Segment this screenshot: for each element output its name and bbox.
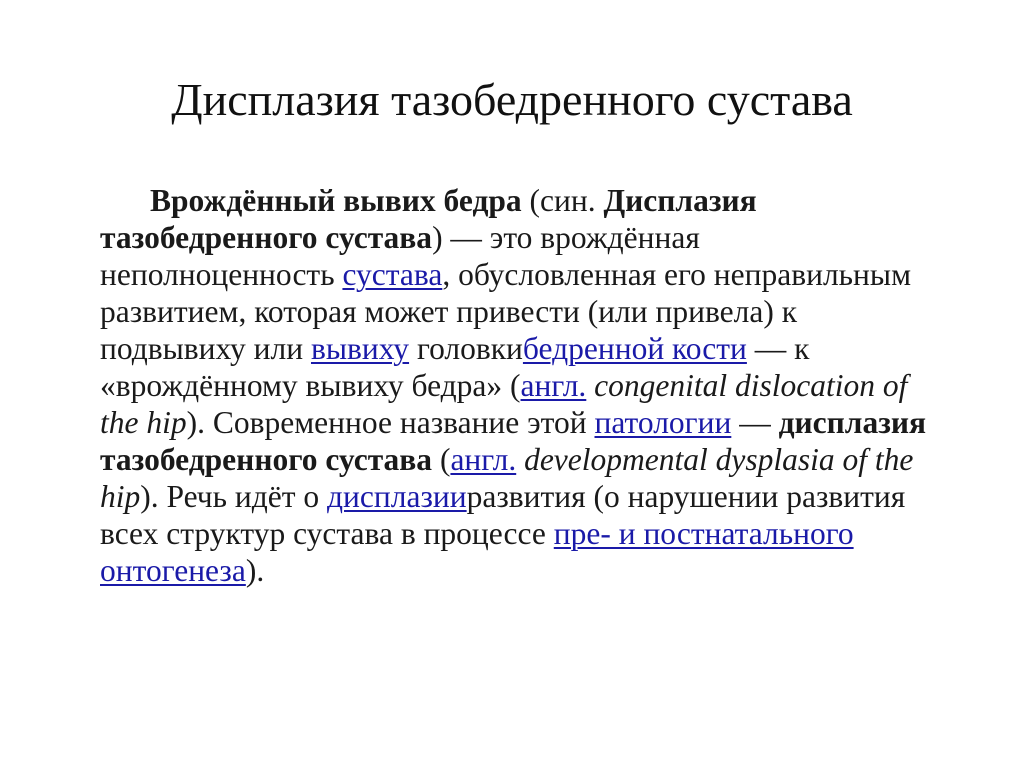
text-segment: ). Речь идёт о [140, 479, 328, 514]
english-term-congenital: congenital dislocation of the hip [100, 368, 908, 440]
text-segment: ). [245, 553, 265, 588]
text-segment: ( [432, 442, 451, 477]
link-femur[interactable]: бедренной кости [522, 331, 747, 366]
english-term-developmental: developmental dysplasia of the hip [100, 442, 914, 514]
link-dislocation[interactable]: вывиху [310, 331, 410, 366]
definition-paragraph [100, 182, 930, 589]
text-segment: ) — это врождённая неполноценность [100, 220, 700, 292]
text-segment: ). Современное название этой [186, 405, 595, 440]
text-segment: — к «врождённому вывиху бедра» ( [100, 331, 810, 403]
text-segment: развития (о нарушении развития всех структур сустава в процессе [100, 479, 906, 551]
text-segment: (син. [521, 183, 604, 218]
text-segment: головки [409, 331, 523, 366]
link-joint[interactable]: сустава [342, 257, 443, 292]
term-congenital-hip-dislocation: Врождённый вывих бедра [150, 183, 522, 218]
slide-title: Дисплазия тазобедренного сустава [171, 74, 853, 125]
term-hip-dysplasia-modern: дисплазия тазобедренного сустава [100, 405, 927, 477]
text-segment: , обусловленная его неправильным развитием, которая может привести (или привела) к подвывиху или [100, 257, 911, 366]
link-ontogenesis[interactable]: пре- и постнатального онтогенеза [100, 516, 854, 588]
link-english-2[interactable]: англ. [450, 442, 517, 477]
link-english-1[interactable]: англ. [520, 368, 587, 403]
link-dysplasia[interactable]: дисплазии [327, 479, 467, 514]
term-hip-dysplasia: Дисплазия тазобедренного сустава [100, 183, 757, 255]
link-pathology[interactable]: патологии [594, 405, 732, 440]
text-segment: — [731, 405, 779, 440]
